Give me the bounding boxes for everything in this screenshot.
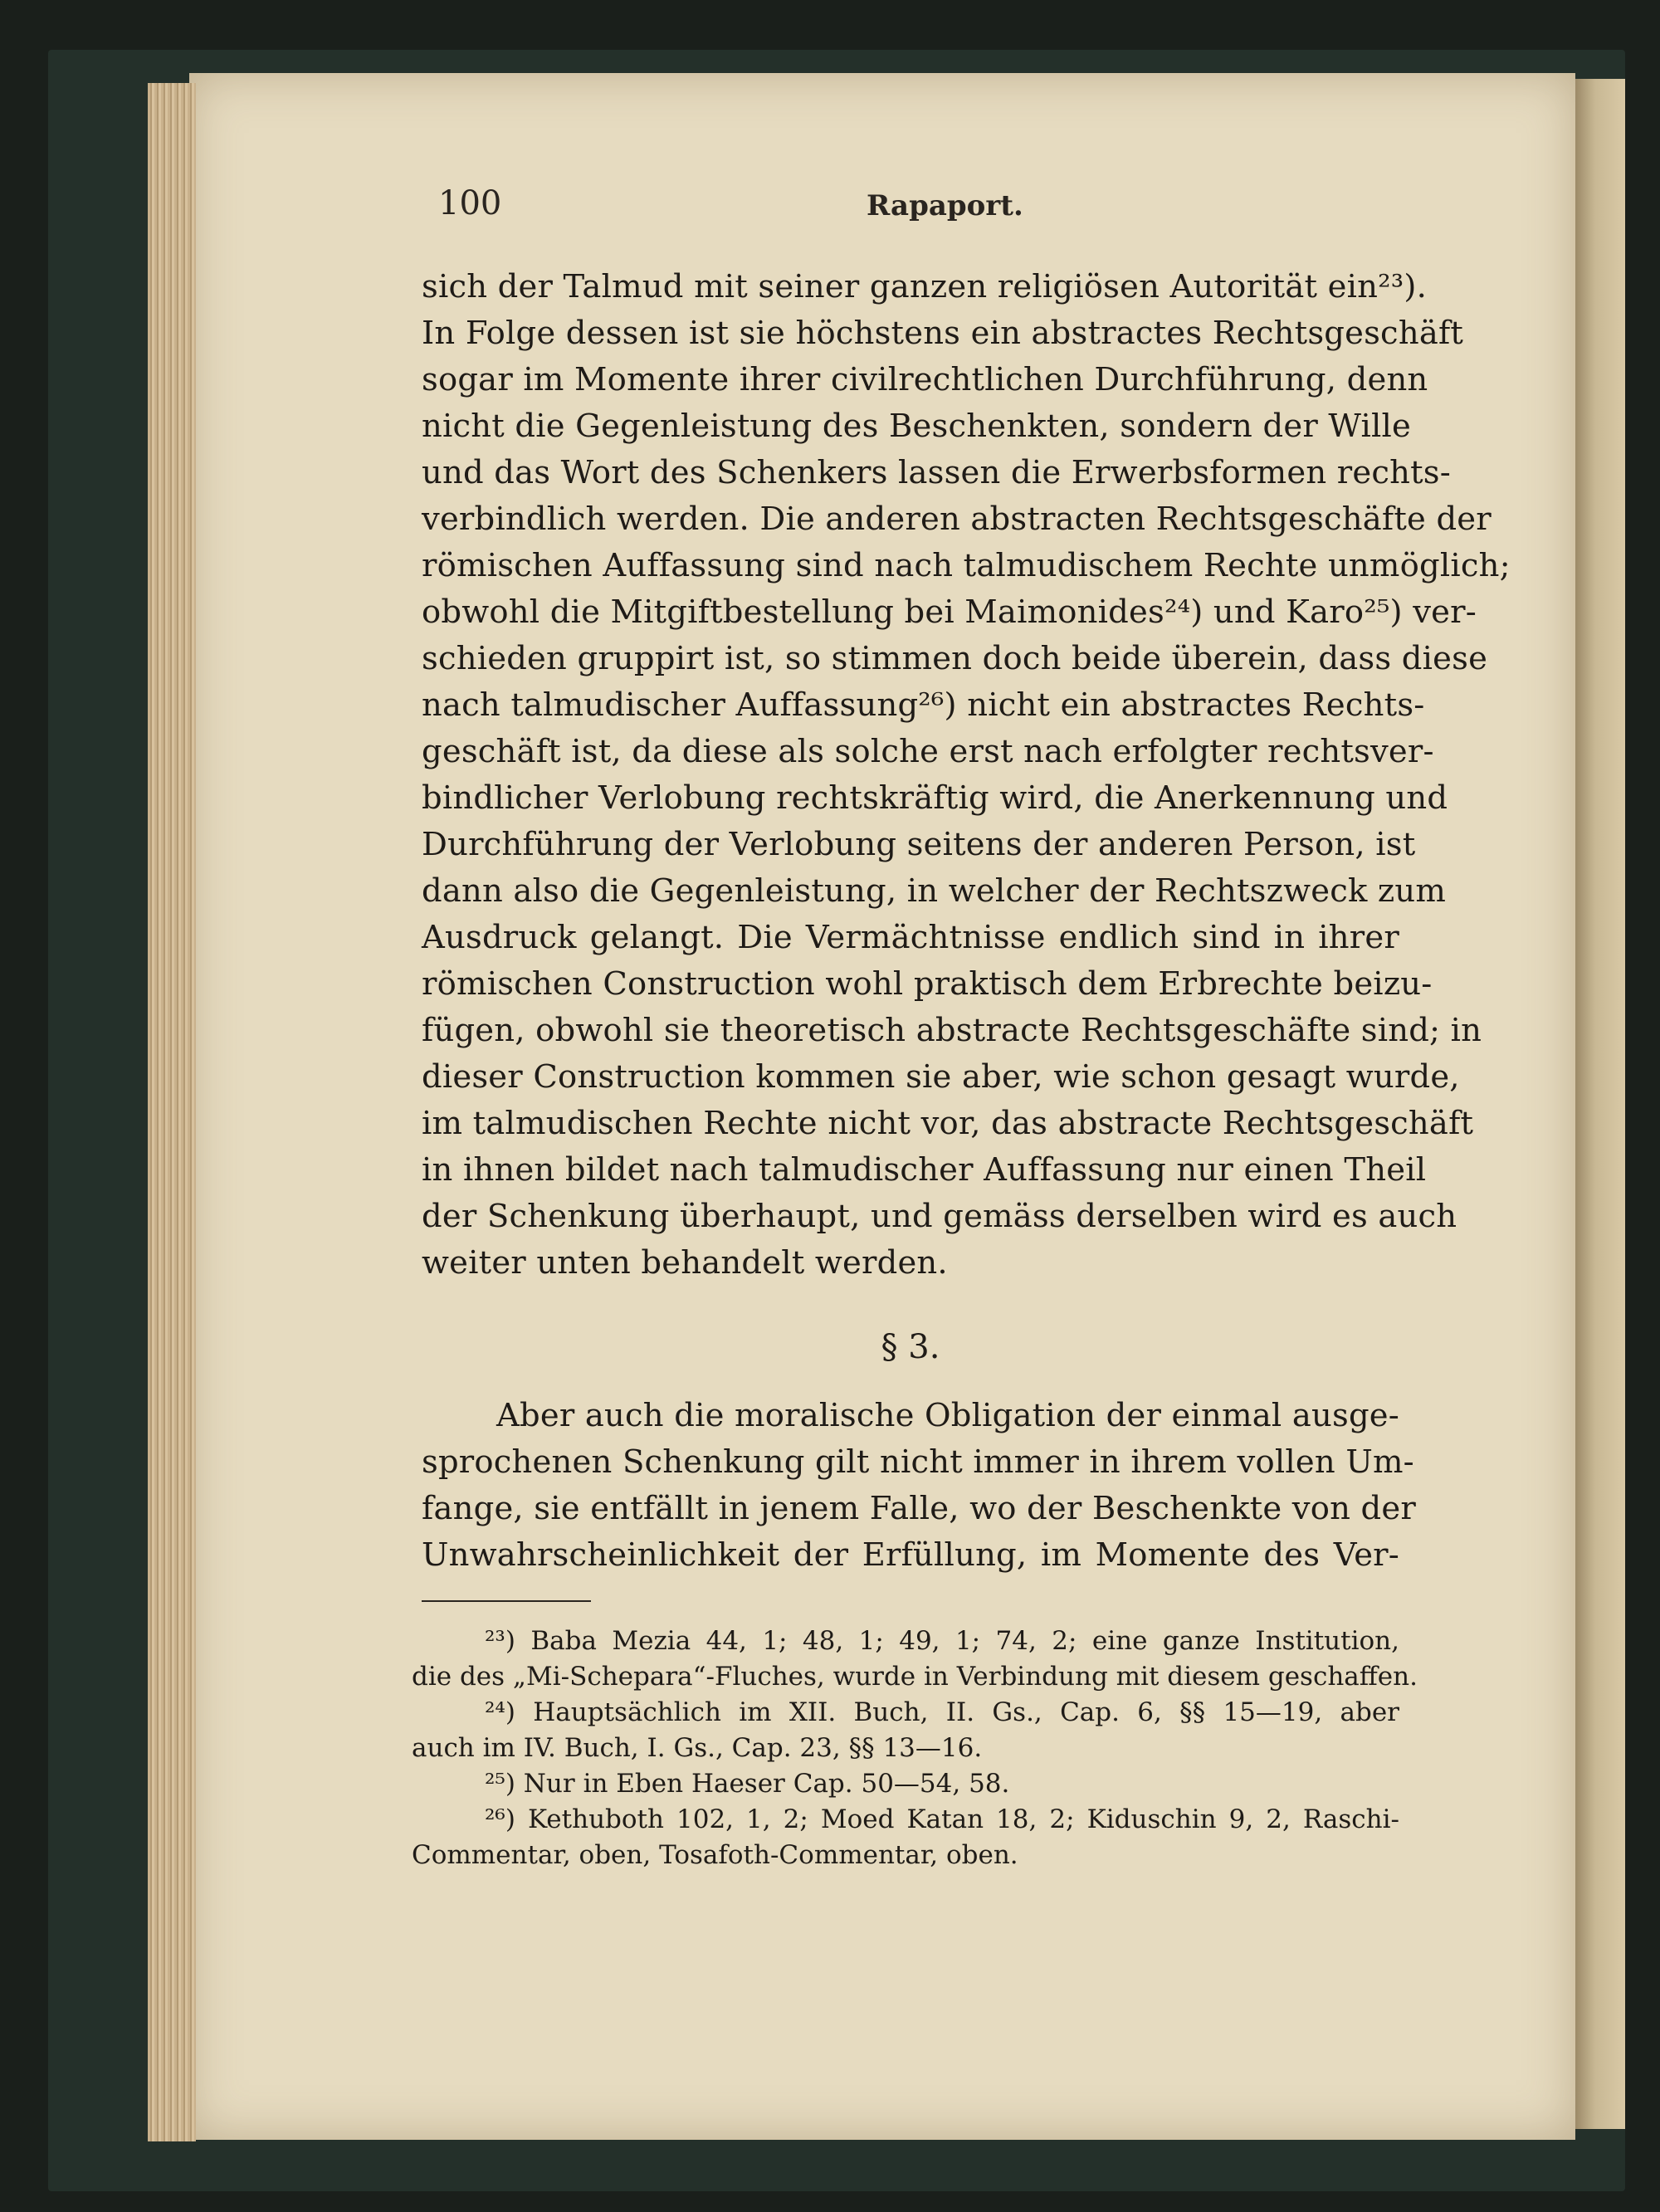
text-line: römischen Auffassung sind nach talmudischem Rechte unmöglich; (422, 547, 1511, 584)
text-line: In Folge dessen ist sie höchstens ein abstractes Rechtsgeschäft (422, 315, 1464, 352)
text-line: sich der Talmud mit seiner ganzen religiösen Autorität ein²³). (422, 268, 1428, 305)
page-block-edge (148, 83, 196, 2141)
text-line: geschäft ist, da diese als solche erst nach erfolgter rechtsver- (422, 733, 1434, 770)
text-line: nicht die Gegenleistung des Beschenkten, sondern der Wille (422, 408, 1411, 445)
text-line: sprochenen Schenkung gilt nicht immer in ihrem vollen Um- (422, 1443, 1414, 1481)
text-line: der Schenkung überhaupt, und gemäss derselben wird es auch (422, 1198, 1457, 1235)
text-line: Aber auch die moralische Obligation der einmal ausge- (496, 1397, 1399, 1434)
text-line: fügen, obwohl sie theoretisch abstracte Rechtsgeschäfte sind; in (422, 1012, 1482, 1049)
running-title: Rapaport. (867, 189, 1023, 222)
footnote-line: ²⁵) Nur in Eben Haeser Cap. 50—54, 58. (485, 1769, 1010, 1799)
text-line: schieden gruppirt ist, so stimmen doch beide überein, dass diese (422, 640, 1488, 677)
text-line: Durchführung der Verlobung seitens der anderen Person, ist (422, 826, 1416, 863)
text-line: römischen Construction wohl praktisch dem Erbrechte beizu- (422, 965, 1433, 1003)
text-line: obwohl die Mitgiftbestellung bei Maimonides²⁴) und Karo²⁵) ver- (422, 593, 1477, 631)
text-line: in ihnen bildet nach talmudischer Auffassung nur einen Theil (422, 1151, 1427, 1189)
text-line: verbindlich werden. Die anderen abstracten Rechtsgeschäfte der (422, 501, 1492, 538)
page-number: 100 (438, 184, 502, 222)
footnotes (412, 1624, 1418, 1873)
footnote-line: auch im IV. Buch, I. Gs., Cap. 23, §§ 13—16. (412, 1733, 983, 1763)
footnote-rule (422, 1600, 591, 1602)
footnote-line: Commentar, oben, Tosafoth-Commentar, oben. (412, 1840, 1018, 1870)
text-line: im talmudischen Rechte nicht vor, das abstracte Rechtsgeschäft (422, 1105, 1474, 1142)
section-heading: § 3. (881, 1328, 940, 1366)
text-line: Unwahrscheinlichkeit der Erfüllung, im Momente des Ver- (422, 1536, 1399, 1574)
footnote-line: ²³) Baba Mezia 44, 1; 48, 1; 49, 1; 74, 2; eine ganze Institution, (485, 1626, 1399, 1656)
text-line: dieser Construction kommen sie aber, wie schon gesagt wurde, (422, 1058, 1460, 1096)
text-line: Ausdruck gelangt. Die Vermächtnisse endlich sind in ihrer (422, 919, 1399, 956)
text-line: fange, sie entfällt in jenem Falle, wo der Beschenkte von der (422, 1490, 1416, 1527)
main-text (422, 264, 1511, 1579)
footnote-line: ²⁴) Hauptsächlich im XII. Buch, II. Gs., Cap. 6, §§ 15—19, aber (485, 1697, 1399, 1727)
text-line: bindlicher Verlobung rechtskräftig wird, die Anerkennung und (422, 779, 1448, 817)
footnote-line: die des „Mi-Schepara“-Fluches, wurde in Verbindung mit diesem geschaffen. (412, 1662, 1418, 1692)
text-line: und das Wort des Schenkers lassen die Erwerbsformen rechts- (422, 454, 1451, 491)
text-line: dann also die Gegenleistung, in welcher der Rechtszweck zum (422, 872, 1447, 910)
footnote-line: ²⁶) Kethuboth 102, 1, 2; Moed Katan 18, 2; Kiduschin 9, 2, Raschi- (485, 1804, 1399, 1834)
text-line: sogar im Momente ihrer civilrechtlichen Durchführung, denn (422, 361, 1428, 398)
facing-page-edge (1575, 79, 1625, 2129)
text-line: weiter unten behandelt werden. (422, 1244, 948, 1282)
text-line: nach talmudischer Auffassung²⁶) nicht ein abstractes Rechts- (422, 686, 1425, 724)
